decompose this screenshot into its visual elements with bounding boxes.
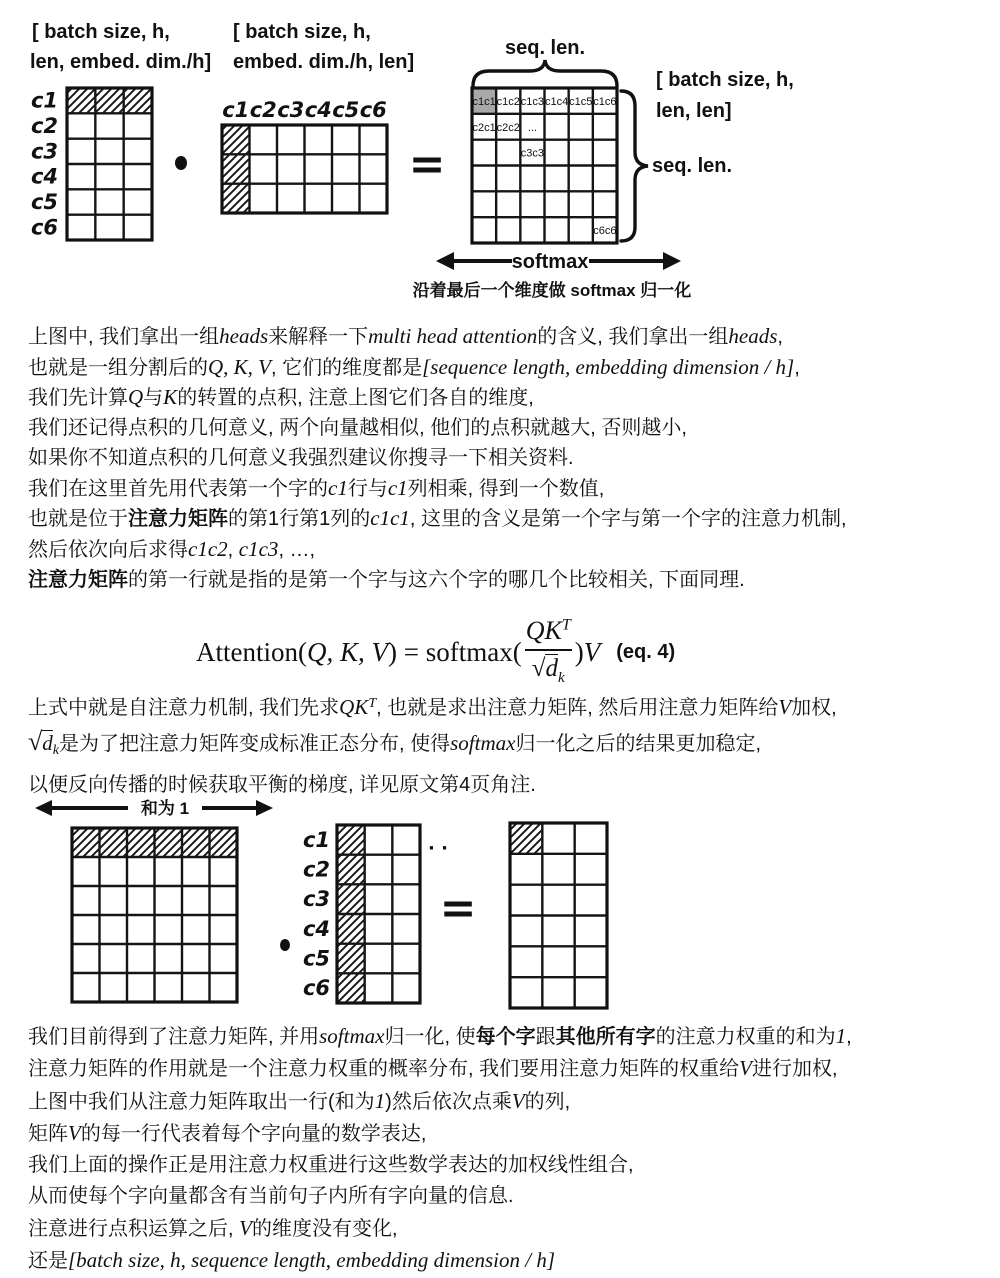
equation-number: (eq. 4) xyxy=(616,640,676,663)
cell-label: ... xyxy=(527,121,538,134)
softmax-label: softmax xyxy=(511,251,589,273)
text-line xyxy=(28,1245,993,1277)
fraction-numerator xyxy=(524,617,573,648)
arrowhead-right xyxy=(256,800,273,816)
seq-len-top-label: seq. len. xyxy=(504,37,586,59)
cell-label: c3c3 xyxy=(520,147,545,160)
radical-sign: √ xyxy=(531,654,546,682)
dot-product-symbol xyxy=(280,939,290,951)
numerator-exponent: T xyxy=(561,616,571,634)
text-segment: 我们先计算 xyxy=(28,387,128,410)
col-label: c5 xyxy=(332,98,360,122)
text-segment: , …, xyxy=(278,538,316,561)
hatched-cell xyxy=(155,828,183,857)
result-shape-label-line2: len, len] xyxy=(656,100,732,122)
text-line xyxy=(28,1150,993,1181)
arrowhead-left xyxy=(436,252,454,270)
text-segment: c1 xyxy=(387,475,408,500)
matrix-q xyxy=(31,88,152,240)
hatched-cell xyxy=(127,828,155,857)
hatched-cell xyxy=(337,914,365,944)
matrix-k-transpose xyxy=(222,98,387,213)
text-line xyxy=(28,1053,993,1085)
equation-lhs: Attention( xyxy=(196,636,307,667)
text-segment: 其他所有字 xyxy=(555,1026,656,1048)
col-label: c3 xyxy=(277,98,305,122)
text-segment: 的转置的点积, 注意上图它们各自的维度, xyxy=(177,387,534,410)
paragraph-3 xyxy=(28,1021,993,1277)
text-segment: 的每一行代表着每个字向量的数学表达, xyxy=(80,1122,427,1145)
text-segment: 我们上面的操作正是用注意力权重进行这些数学表达的加权线性组合, xyxy=(28,1154,634,1177)
text-segment: T xyxy=(368,696,377,711)
row-label: c1 xyxy=(30,88,58,113)
text-line xyxy=(28,535,993,566)
text-segment: 我们在这里首先用代表第一个字的 xyxy=(28,477,328,500)
result-shape-label-line1: [ batch size, h, xyxy=(656,69,794,91)
dot-product-symbol xyxy=(175,156,187,170)
hatched-cell xyxy=(95,88,123,113)
text-segment: , xyxy=(846,1026,852,1048)
text-segment: 的注意力权重的和为 xyxy=(655,1026,836,1048)
hatched-cell xyxy=(337,884,365,914)
text-segment: c1 xyxy=(328,475,348,500)
text-segment: softmax xyxy=(319,1024,385,1048)
text-segment: 也就是位于 xyxy=(28,508,128,531)
attention-equation xyxy=(196,612,675,692)
text-segment: 以便反向传播的时候获取平衡的梯度, 详见原文第4页角注. xyxy=(28,774,536,796)
text-segment: heads xyxy=(728,324,778,348)
fraction-denominator xyxy=(525,649,572,687)
matrix-output xyxy=(510,823,607,1008)
equals-sign: = xyxy=(408,139,446,190)
text-segment: V xyxy=(778,695,792,719)
text-segment: , xyxy=(777,326,783,348)
text-segment: 与 xyxy=(143,387,164,410)
row-label: c5 xyxy=(302,946,330,971)
text-line xyxy=(28,1086,993,1118)
text-line xyxy=(28,725,993,768)
text-segment: 然后依次向后求得 xyxy=(28,538,188,561)
text-line xyxy=(28,1021,993,1053)
text-segment: , 也就是求出注意力矩阵, 然后用注意力矩阵给 xyxy=(376,697,779,719)
q-shape-label-line2: len, embed. dim./h] xyxy=(30,51,212,73)
seq-len-right-label: seq. len. xyxy=(652,155,733,177)
q-shape-label-line1: [ batch size, h, xyxy=(32,21,170,43)
text-segment: , xyxy=(227,538,239,561)
text-line xyxy=(28,566,993,596)
text-segment: 来解释一下 xyxy=(268,326,369,348)
cell-label: c1c4 xyxy=(544,95,569,108)
text-segment: 的第1行第1列的 xyxy=(228,508,371,531)
text-segment: heads xyxy=(219,324,269,348)
cell-label: c1c1 xyxy=(472,95,496,108)
row-label: c6 xyxy=(30,215,58,240)
brace-top xyxy=(473,60,617,86)
cell-label: c1c2 xyxy=(496,95,520,108)
text-segment: 如果你不知道点积的几何意义我强烈建议你搜寻一下相关资料. xyxy=(28,446,574,469)
text-segment: 上式中就是自注意力机制, 我们先求 xyxy=(28,697,340,719)
col-label: c1 xyxy=(222,98,250,122)
radicand: d xyxy=(545,654,558,682)
arrowhead-right xyxy=(663,252,681,270)
equation-args: Q, K, V xyxy=(306,636,388,667)
text-segment: 的第一行就是指的是第一个字与这六个字的哪几个比较相关, 下面同理. xyxy=(128,568,745,591)
attention-matmul-diagram xyxy=(0,0,1000,312)
cell-label: c1c3 xyxy=(520,95,545,108)
text-segment: V xyxy=(239,1215,252,1240)
text-segment: V xyxy=(511,1088,525,1113)
col-label: c2 xyxy=(249,98,277,122)
text-segment: 每个字 xyxy=(475,1026,536,1048)
hatched-cell xyxy=(67,88,95,113)
paragraph-2 xyxy=(28,687,993,802)
sum-to-one-arrow xyxy=(35,798,273,818)
text-segment: 跟 xyxy=(535,1026,556,1048)
text-segment: 加权, xyxy=(791,697,837,719)
text-segment: c1c2 xyxy=(188,536,228,561)
k-shape-label-line1: [ batch size, h, xyxy=(233,21,371,43)
text-segment: 1 xyxy=(374,1088,386,1113)
text-line xyxy=(28,353,993,384)
brace-right xyxy=(621,91,648,241)
text-segment: 1 xyxy=(835,1024,847,1048)
text-segment: , 它们的维度都是 xyxy=(271,356,423,379)
text-segment: 注意力矩阵 xyxy=(128,508,228,531)
equation-mid: ) = softmax( xyxy=(387,636,522,667)
text-segment: 我们还记得点积的几何意义, 两个向量越相似, 他们的点积就越大, 否则越小, xyxy=(28,417,687,440)
text-segment: softmax xyxy=(450,731,516,755)
text-segment: 上图中我们从注意力矩阵取出一行(和为 xyxy=(28,1090,375,1113)
text-line xyxy=(28,1118,993,1150)
k-shape-label-line2: embed. dim./h, len] xyxy=(233,51,415,73)
text-segment: 还是 xyxy=(28,1250,68,1273)
radicand-subscript: k xyxy=(557,669,565,686)
text-segment: )然后依次点乘 xyxy=(385,1090,512,1113)
text-segment: 进行加权, xyxy=(751,1058,838,1081)
cell-label: c1c6 xyxy=(593,95,617,108)
row-label: c4 xyxy=(302,916,330,941)
text-segment: 行与 xyxy=(347,477,388,500)
sum-to-one-label: 和为 1 xyxy=(140,799,190,818)
hatched-cell xyxy=(182,828,210,857)
hatched-cell xyxy=(337,973,365,1003)
numerator-base: QK xyxy=(525,616,562,646)
text-segment: 归一化之后的结果更加稳定, xyxy=(515,733,762,755)
text-segment: [batch size, h, sequence length, embedding dimension / h] xyxy=(68,1248,555,1273)
cell-label: c6c6 xyxy=(593,225,617,238)
text-segment: c1c1 xyxy=(370,506,410,531)
hatched-cell xyxy=(337,944,365,974)
col-label: c6 xyxy=(359,98,387,122)
hatched-cell xyxy=(210,828,238,857)
attention-matrix-2 xyxy=(72,828,237,1002)
paragraph-1 xyxy=(28,322,993,595)
text-line xyxy=(28,322,993,353)
radical-sign: √ xyxy=(28,727,43,756)
row-label: c5 xyxy=(30,190,58,214)
cell-label: c2c1 xyxy=(472,121,496,134)
weighted-sum-diagram xyxy=(0,788,1000,1025)
cell-label: c1c5 xyxy=(569,95,593,108)
hatched-cell xyxy=(222,125,250,154)
text-segment: 我们目前得到了注意力矩阵, 并用 xyxy=(28,1026,320,1048)
text-segment: 也就是一组分割后的 xyxy=(28,356,208,379)
text-segment: c1c3 xyxy=(238,536,279,561)
hatched-cell xyxy=(100,828,128,857)
text-segment: Q xyxy=(128,385,144,410)
equation-fraction xyxy=(524,617,573,686)
equation-v: V xyxy=(583,636,601,667)
text-segment: , xyxy=(794,356,800,379)
softmax-arrow xyxy=(436,251,681,273)
row-label: c1 xyxy=(302,827,330,852)
text-segment: multi head attention xyxy=(368,324,538,348)
row-label: c3 xyxy=(302,887,330,912)
text-segment: 上图中, 我们拿出一组 xyxy=(28,326,220,348)
hatched-cell xyxy=(337,855,365,885)
text-segment: 矩阵 xyxy=(28,1122,68,1145)
text-line xyxy=(28,1181,993,1212)
text-line xyxy=(28,687,993,725)
equals-sign: = xyxy=(439,883,477,934)
text-segment: k xyxy=(52,743,59,758)
text-segment: QK xyxy=(339,695,369,719)
hatched-cell xyxy=(510,823,542,854)
text-segment: V xyxy=(739,1056,752,1081)
row-label: c2 xyxy=(302,857,330,882)
row-label: c3 xyxy=(30,139,58,164)
col-label: c4 xyxy=(304,98,332,122)
text-line xyxy=(28,504,993,535)
row-label: c6 xyxy=(302,976,330,1001)
continuation-dots: · · xyxy=(428,838,448,859)
text-line xyxy=(28,414,993,444)
text-segment: Q, K, V xyxy=(208,354,271,379)
text-segment: [sequence length, embedding dimension / h] xyxy=(422,354,795,379)
text-segment: d xyxy=(42,731,53,755)
hatched-cell xyxy=(222,154,250,183)
hatched-cell xyxy=(72,828,100,857)
matrix-v xyxy=(303,825,420,1003)
text-segment: 归一化, 使 xyxy=(384,1026,476,1048)
text-segment: 的含义, 我们拿出一组 xyxy=(537,326,729,348)
cell-label: c2c2 xyxy=(496,121,520,134)
row-label: c2 xyxy=(30,114,58,138)
text-segment: 注意力矩阵 xyxy=(28,568,128,591)
text-segment: 的维度没有变化, xyxy=(251,1217,398,1240)
attention-matrix xyxy=(472,88,617,243)
arrowhead-left xyxy=(35,800,52,816)
row-label: c4 xyxy=(30,164,58,189)
softmax-caption: 沿着最后一个维度做 softmax 归一化 xyxy=(412,281,692,300)
text-segment: K xyxy=(163,385,178,410)
hatched-cell xyxy=(337,825,365,855)
hatched-cell xyxy=(124,88,152,113)
text-segment: 的列, xyxy=(524,1090,571,1113)
text-segment: V xyxy=(68,1120,81,1145)
text-segment: 从而使每个字向量都含有当前句子内所有字向量的信息. xyxy=(28,1185,514,1208)
text-line xyxy=(28,383,993,414)
text-segment: , 这里的含义是第一个字与第一个字的注意力机制, xyxy=(409,508,847,531)
text-line xyxy=(28,1213,993,1245)
text-line xyxy=(28,474,993,505)
text-line xyxy=(28,444,993,474)
text-segment: 列相乘, 得到一个数值, xyxy=(407,477,605,500)
text-segment: 注意进行点积运算之后, xyxy=(28,1217,240,1240)
text-segment: 是为了把注意力矩阵变成标准正态分布, 使得 xyxy=(59,733,451,755)
hatched-cell xyxy=(222,184,250,213)
equation-close-paren: ) xyxy=(574,636,584,667)
text-segment: 注意力矩阵的作用就是一个注意力权重的概率分布, 我们要用注意力矩阵的权重给 xyxy=(28,1058,740,1081)
